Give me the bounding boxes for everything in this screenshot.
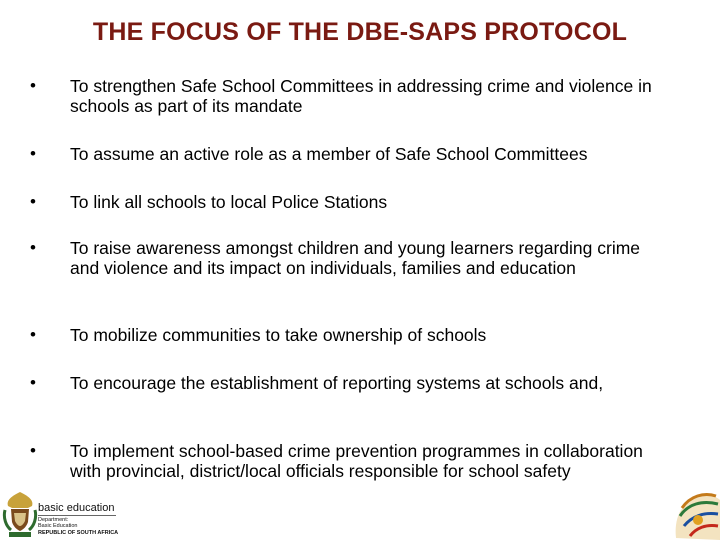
- bullet-text: To link all schools to local Police Stations: [70, 192, 388, 212]
- bullet-item: [30, 238, 670, 278]
- anniversary-emblem: [668, 460, 720, 540]
- bullet-item: [30, 192, 670, 212]
- coat-of-arms-icon: [2, 490, 38, 540]
- bullet-item: [30, 373, 670, 393]
- bullet-marker: •: [30, 144, 36, 163]
- bullet-marker: •: [30, 441, 36, 460]
- bullet-text: To strengthen Safe School Committees in addressing crime and violence in schools as part of its mandate: [70, 76, 652, 116]
- bullet-text: To mobilize communities to take ownership of schools: [70, 325, 487, 345]
- logo-divider: [38, 515, 116, 516]
- bullet-item: [30, 76, 670, 116]
- bullet-item: [30, 325, 670, 345]
- bullet-marker: •: [30, 192, 36, 211]
- emblem-icon: [668, 460, 720, 540]
- slide-title: THE FOCUS OF THE DBE-SAPS PROTOCOL: [92, 18, 628, 46]
- logo-line-1: Department:: [38, 517, 69, 523]
- bullet-text: To raise awareness amongst children and young learners regarding crime and violence and its impact on individuals, families and education: [70, 238, 641, 278]
- bullet-text: To assume an active role as a member of Safe School Committees: [70, 144, 588, 164]
- logo-title: basic education: [38, 502, 115, 514]
- bullet-item: [30, 441, 670, 481]
- bullet-text: To implement school-based crime prevention programmes in collaboration with provincial, district/local officials responsible for school safety: [70, 441, 643, 481]
- bullet-marker: •: [30, 325, 36, 344]
- department-logo: [0, 488, 120, 540]
- bullet-text: To encourage the establishment of reporting systems at schools and,: [70, 373, 604, 393]
- bullet-marker: •: [30, 373, 36, 392]
- logo-line-3: REPUBLIC OF SOUTH AFRICA: [38, 530, 119, 536]
- bullet-marker: •: [30, 238, 36, 257]
- bullet-item: [30, 144, 670, 164]
- bullet-marker: •: [30, 76, 36, 95]
- logo-line-2: Basic Education: [38, 523, 78, 529]
